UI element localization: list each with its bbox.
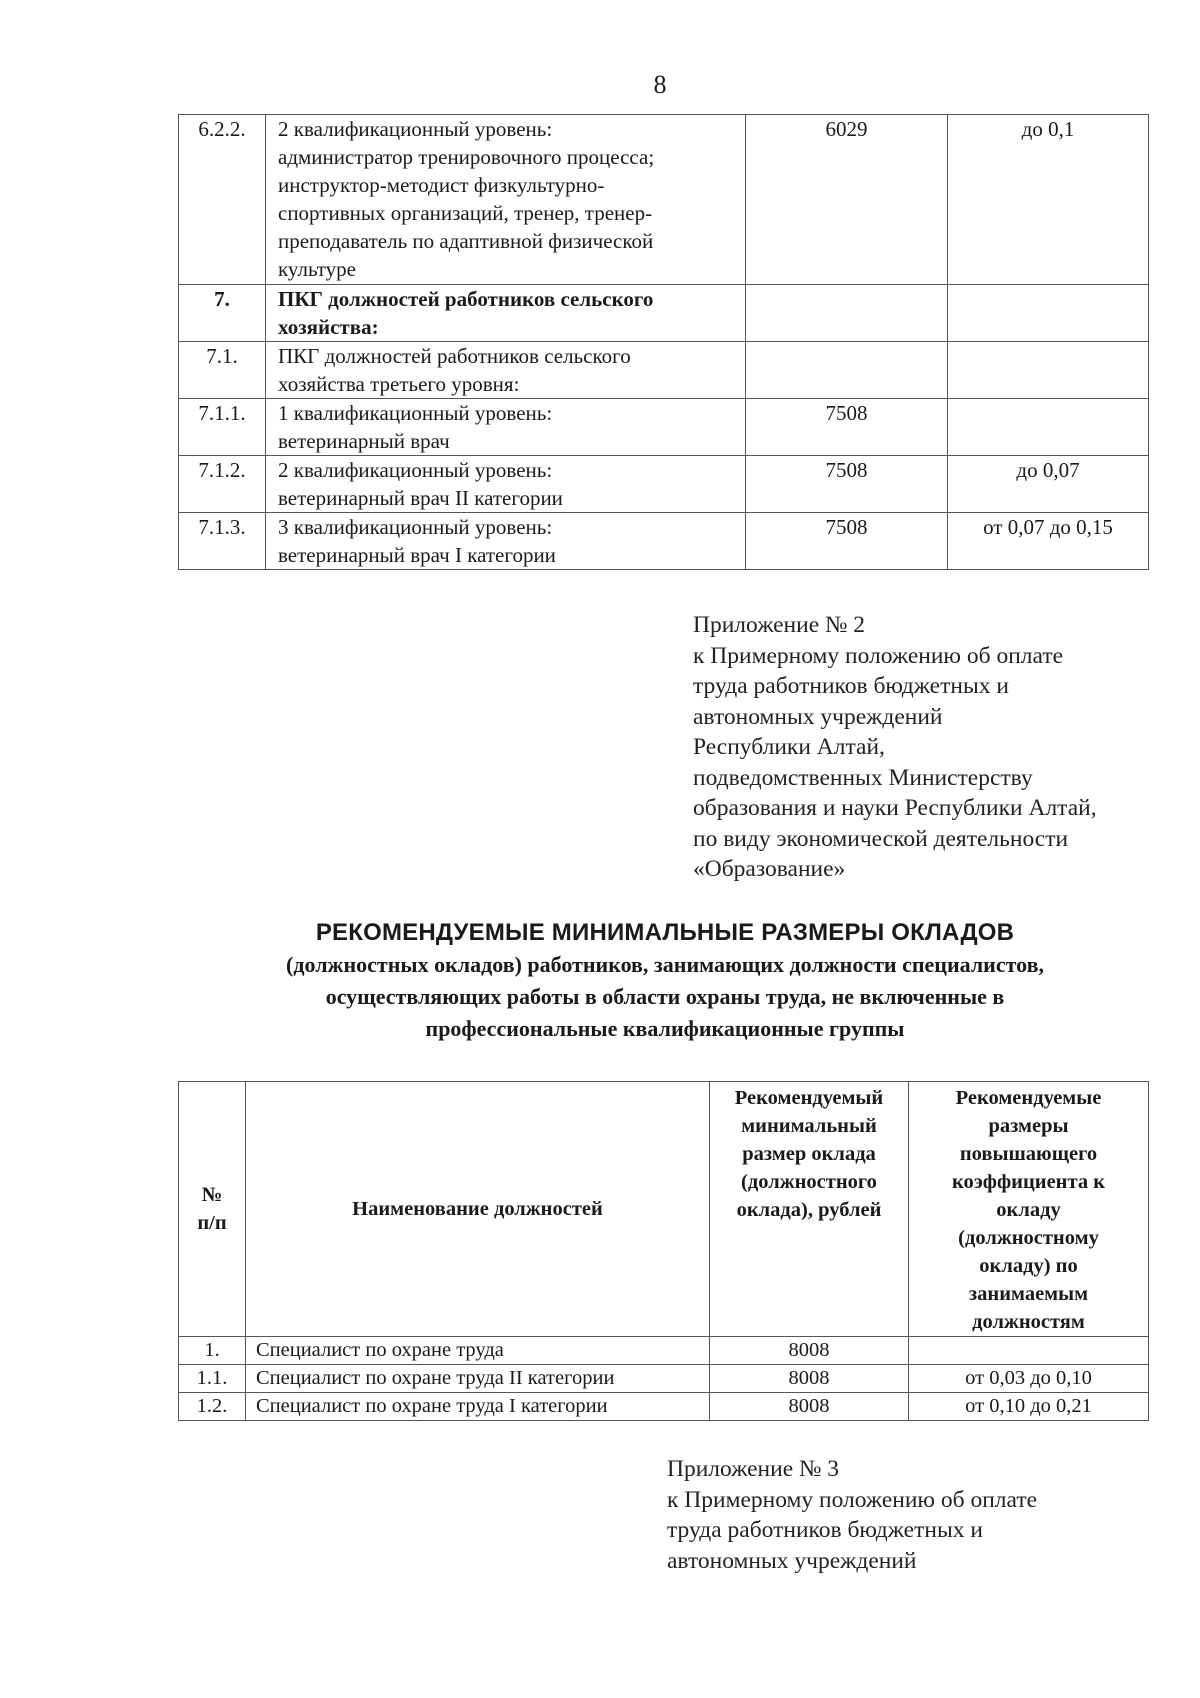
coefficient-value: от 0,07 до 0,15 [948, 513, 1149, 570]
table-row [179, 115, 1149, 285]
title-sub-line: осуществляющих работы в области охраны труда, не включенные в [325, 984, 1005, 1009]
coefficient-value: от 0,03 до 0,10 [909, 1365, 1149, 1393]
row-description [266, 399, 746, 456]
description-line: спортивных организаций, тренер, тренер- [278, 201, 653, 225]
row-number: 1.2. [179, 1393, 246, 1421]
description-line: 3 квалификационный уровень: [278, 515, 553, 539]
appendix-2-note [693, 610, 1097, 885]
position-name: Специалист по охране труда II категории [246, 1365, 710, 1393]
title-main: РЕКОМЕНДУЕМЫЕ МИНИМАЛЬНЫЕ РАЗМЕРЫ ОКЛАДОВ [315, 919, 1015, 946]
header-line: коэффициента к [952, 1171, 1105, 1193]
salary-value [746, 342, 948, 399]
appendix-line: «Образование» [693, 856, 846, 882]
coefficient-value [948, 399, 1149, 456]
appendix-line: подведомственных Министерству [693, 764, 1033, 791]
salary-value [746, 285, 948, 342]
coefficient-value [948, 342, 1149, 399]
description-line: 2 квалификационный уровень: [278, 458, 553, 482]
salary-value: 7508 [746, 513, 948, 570]
appendix-line: образования и науки Республики Алтай, [693, 795, 1097, 821]
row-number: 7.1.2. [179, 456, 266, 513]
header-line: размеры [988, 1115, 1069, 1137]
appendix-line: Приложение № 2 [693, 612, 866, 638]
table-row [179, 285, 1149, 342]
row-description [266, 513, 746, 570]
salary-value: 8008 [710, 1337, 909, 1365]
appendix-line: автономных учреждений [667, 1547, 917, 1574]
appendix-line: к Примерному положению об оплате [667, 1486, 1038, 1513]
table-row [179, 1337, 1149, 1365]
row-description [266, 115, 746, 285]
description-line: инструктор-методист физкультурно- [278, 173, 605, 197]
description-line: преподаватель по адаптивной физической [278, 229, 654, 253]
position-name: Специалист по охране труда [246, 1337, 710, 1365]
header-line: № [201, 1184, 223, 1206]
header-line: (должностному [958, 1227, 1099, 1249]
table-row [179, 342, 1149, 399]
row-description [266, 285, 746, 342]
row-number: 7.1. [179, 342, 266, 399]
header-line: Рекомендуемые [955, 1087, 1102, 1109]
table-row [179, 513, 1149, 570]
page-number: 8 [653, 70, 667, 99]
header-coefficient [909, 1082, 1149, 1337]
row-number: 1. [179, 1337, 246, 1365]
coefficient-value: от 0,10 до 0,21 [909, 1393, 1149, 1421]
header-line: должностям [972, 1311, 1085, 1333]
table-row [179, 1393, 1149, 1421]
description-line: администратор тренировочного процесса; [278, 145, 655, 169]
appendix-3-note [667, 1454, 1037, 1576]
header-line: окладу) по [979, 1255, 1078, 1277]
description-line: ветеринарный врач [278, 429, 450, 453]
appendix-line: автономных учреждений [693, 703, 943, 730]
coefficient-value: до 0,07 [948, 456, 1149, 513]
appendix-line: труда работников бюджетных и [693, 673, 1009, 699]
appendix-line: труда работников бюджетных и [667, 1517, 983, 1543]
table-row [179, 456, 1149, 513]
header-number [179, 1082, 246, 1337]
labor-safety-salary-table [178, 1081, 1149, 1421]
description-line: 2 квалификационный уровень: [278, 117, 553, 141]
header-line: Рекомендуемый [734, 1087, 884, 1109]
salary-value: 7508 [746, 456, 948, 513]
description-line: ветеринарный врач II категории [278, 486, 563, 510]
salary-value: 7508 [746, 399, 948, 456]
table-row [179, 399, 1149, 456]
qualification-table [178, 114, 1149, 570]
header-salary [710, 1082, 909, 1337]
appendix-line: Приложение № 3 [667, 1456, 840, 1482]
title-sub-line: (должностных окладов) работников, занимающих должности специалистов, [286, 952, 1044, 977]
row-description [266, 342, 746, 399]
description-line: хозяйства третьего уровня: [278, 372, 520, 396]
salary-value: 8008 [710, 1393, 909, 1421]
header-line: п/п [197, 1212, 227, 1234]
row-number: 7.1.1. [179, 399, 266, 456]
position-name: Специалист по охране труда I категории [246, 1393, 710, 1421]
header-line: повышающего [959, 1143, 1098, 1165]
description-line: 1 квалификационный уровень: [278, 401, 553, 425]
coefficient-value [909, 1337, 1149, 1365]
table-row [179, 1365, 1149, 1393]
header-line: размер оклада [742, 1143, 876, 1165]
description-line: культуре [278, 257, 356, 281]
table-header-row [179, 1082, 1149, 1337]
description-line: ПКГ должностей работников сельского [278, 287, 654, 311]
description-line: ПКГ должностей работников сельского [278, 344, 631, 368]
row-number: 6.2.2. [179, 115, 266, 285]
salary-value: 6029 [746, 115, 948, 285]
header-position-name: Наименование должностей [246, 1082, 710, 1337]
description-line: ветеринарный врач I категории [278, 543, 556, 567]
appendix-line: к Примерному положению об оплате [693, 642, 1064, 669]
row-number: 7. [179, 285, 266, 342]
title-sub-line: профессиональные квалификационные группы [425, 1016, 905, 1041]
salary-value: 8008 [710, 1365, 909, 1393]
row-number: 1.1. [179, 1365, 246, 1393]
row-number: 7.1.3. [179, 513, 266, 570]
coefficient-value [948, 285, 1149, 342]
header-line: (должностного [741, 1171, 877, 1193]
row-description [266, 456, 746, 513]
section-title [180, 916, 1150, 1045]
header-line: окладу [996, 1199, 1061, 1221]
header-line: занимаемым [968, 1283, 1089, 1305]
coefficient-value: до 0,1 [948, 115, 1149, 285]
description-line: хозяйства: [278, 315, 379, 339]
appendix-line: по виду экономической деятельности [693, 825, 1069, 852]
appendix-line: Республики Алтай, [693, 734, 885, 760]
header-line: минимальный [741, 1115, 877, 1137]
header-line: оклада), рублей [736, 1199, 882, 1221]
